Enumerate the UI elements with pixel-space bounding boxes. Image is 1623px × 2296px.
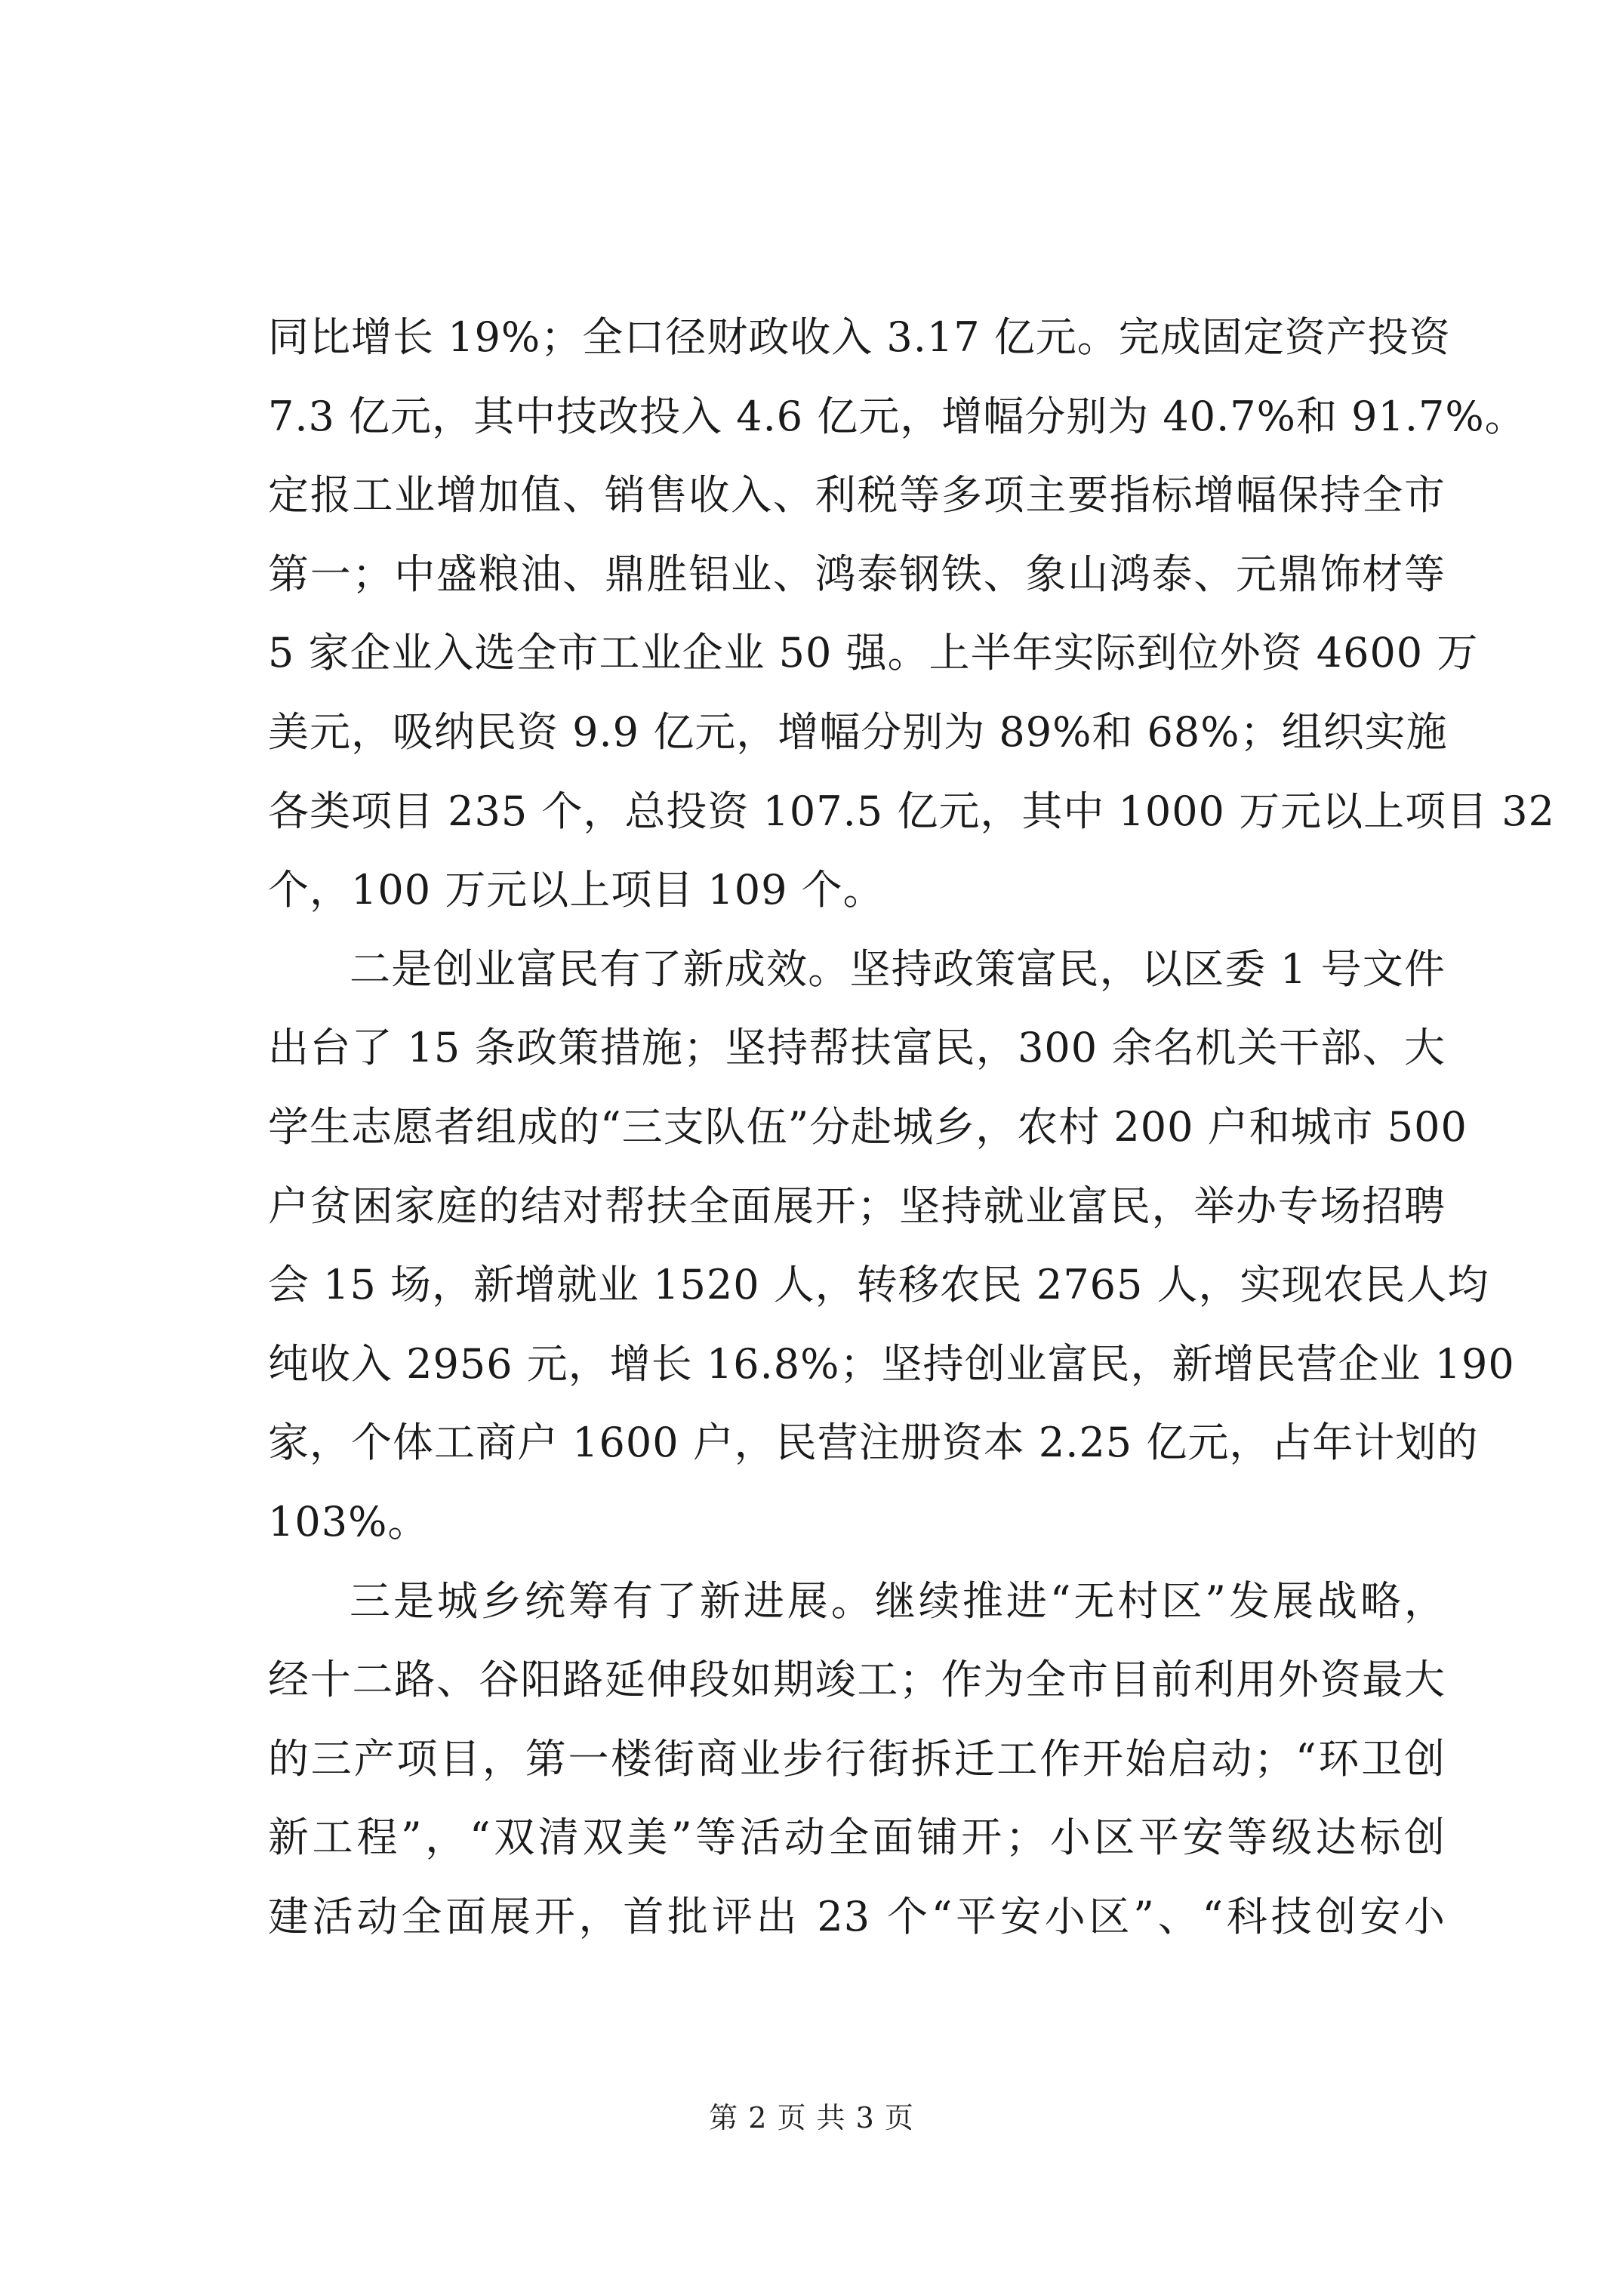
text-line: 户贫困家庭的结对帮扶全面展开；坚持就业富民，举办专场招聘 (268, 1182, 1446, 1230)
text-line: 新工程”，“双清双美”等活动全面铺开；小区平安等级达标创 (268, 1814, 1446, 1862)
page-number-footer: 第 2 页 共 3 页 (709, 2101, 914, 2134)
text-line: 个，100 万元以上项目 109 个。 (268, 866, 885, 914)
text-line: 103%。 (268, 1497, 430, 1546)
text-line: 5 家企业入选全市工业企业 50 强。上半年实际到位外资 4600 万 (268, 629, 1479, 677)
text-line: 定报工业增加值、销售收入、利税等多项主要指标增幅保持全市 (268, 471, 1446, 519)
text-line: 同比增长 19%；全口径财政收入 3.17 亿元。完成固定资产投资 (268, 313, 1451, 361)
text-line: 7.3 亿元，其中技改投入 4.6 亿元，增幅分别为 40.7%和 91.7%。 (268, 392, 1526, 440)
text-line: 纯收入 2956 元，增长 16.8%；坚持创业富民，新增民营企业 190 (268, 1339, 1515, 1388)
document-body (268, 298, 1555, 1956)
text-line: 会 15 场，新增就业 1520 人，转移农民 2765 人，实现农民人均 (268, 1261, 1489, 1309)
text-line: 第一；中盛粮油、鼎胜铝业、鸿泰钢铁、象山鸿泰、元鼎饰材等 (268, 550, 1446, 598)
paragraph-start-line: 三是城乡统筹有了新进展。继续推进“无村区”发展战略， (350, 1576, 1446, 1625)
text-line: 各类项目 235 个，总投资 107.5 亿元，其中 1000 万元以上项目 32 (268, 787, 1555, 835)
text-line: 的三产项目，第一楼街商业步行街拆迁工作开始启动；“环卫创 (268, 1734, 1446, 1783)
paragraph-start-line: 二是创业富民有了新成效。坚持政策富民，以区委 1 号文件 (350, 945, 1446, 993)
text-line: 学生志愿者组成的“三支队伍”分赴城乡，农村 200 户和城市 500 (268, 1102, 1467, 1151)
text-line: 美元，吸纳民资 9.9 亿元，增幅分别为 89%和 68%；组织实施 (268, 707, 1448, 756)
text-line: 经十二路、谷阳路延伸段如期竣工；作为全市目前利用外资最大 (268, 1656, 1446, 1704)
text-line: 家，个体工商户 1600 户，民营注册资本 2.25 亿元，占年计划的 (268, 1419, 1479, 1467)
text-line: 建活动全面展开，首批评出 23 个“平安小区”、“科技创安小 (268, 1892, 1446, 1940)
text-line: 出台了 15 条政策措施；坚持帮扶富民，300 余名机关干部、大 (268, 1024, 1446, 1072)
